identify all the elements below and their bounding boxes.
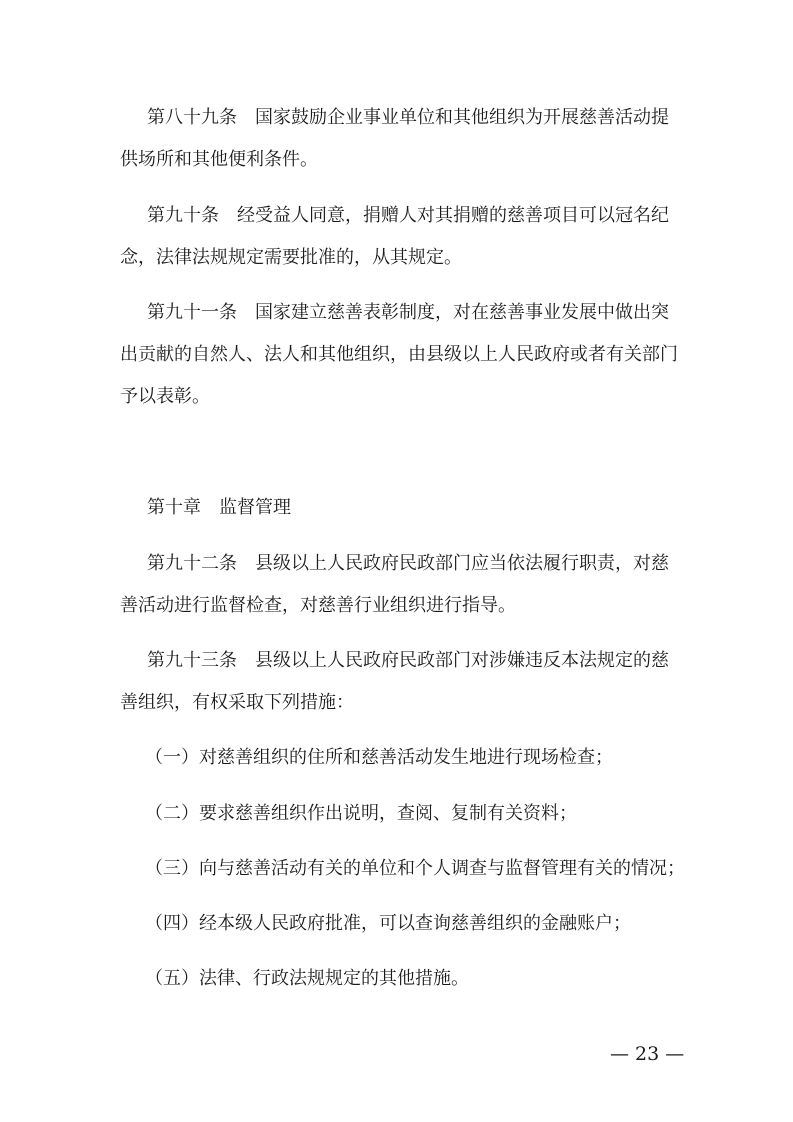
article-92-line-2: 善活动进行监督检查，对慈善行业组织进行指导。 xyxy=(120,595,516,616)
measure-4: （四）经本级人民政府批准，可以查询慈善组织的金融账户； xyxy=(145,913,631,934)
chapter-label: 第十章 xyxy=(147,497,201,518)
article-89-text-1: 国家鼓励企业事业单位和其他组织为开展慈善活动提 xyxy=(255,107,669,128)
page-number: — 23 — xyxy=(610,1043,685,1065)
article-91-label: 第九十一条 xyxy=(147,302,237,323)
article-93-label: 第九十三条 xyxy=(147,650,237,671)
article-89-line-1 xyxy=(147,106,707,130)
measure-3: （三）向与慈善活动有关的单位和个人调查与监督管理有关的情况； xyxy=(145,858,685,879)
article-89-line-2: 供场所和其他便利条件。 xyxy=(120,149,318,170)
article-93-text-1: 县级以上人民政府民政部门对涉嫌违反本法规定的慈 xyxy=(255,650,669,671)
article-91-text-1: 国家建立慈善表彰制度，对在慈善事业发展中做出突 xyxy=(255,302,669,323)
article-90-line-2: 念，法律法规规定需要批准的，从其规定。 xyxy=(120,247,462,268)
article-91-line-1 xyxy=(147,301,707,325)
measure-5: （五）法律、行政法规规定的其他措施。 xyxy=(145,968,469,989)
article-93-line-2: 善组织，有权采取下列措施： xyxy=(120,692,354,713)
article-92-text-1: 县级以上人民政府民政部门应当依法履行职责，对慈 xyxy=(255,553,669,574)
article-89-label: 第八十九条 xyxy=(147,107,237,128)
article-92-line-1 xyxy=(147,552,707,576)
article-90-label: 第九十条 xyxy=(147,205,219,226)
article-90-line-1 xyxy=(147,204,707,228)
article-90-text-1: 经受益人同意，捐赠人对其捐赠的慈善项目可以冠名纪 xyxy=(237,205,669,226)
chapter-heading xyxy=(147,496,707,520)
article-93-line-1 xyxy=(147,649,707,673)
chapter-title: 监督管理 xyxy=(219,497,291,518)
article-91-line-2: 出贡献的自然人、法人和其他组织，由县级以上人民政府或者有关部门 xyxy=(120,344,678,365)
measure-2: （二）要求慈善组织作出说明，查阅、复制有关资料； xyxy=(145,803,577,824)
article-92-label: 第九十二条 xyxy=(147,553,237,574)
article-91-line-3: 予以表彰。 xyxy=(120,386,210,407)
measure-1: （一）对慈善组织的住所和慈善活动发生地进行现场检查； xyxy=(145,747,613,768)
